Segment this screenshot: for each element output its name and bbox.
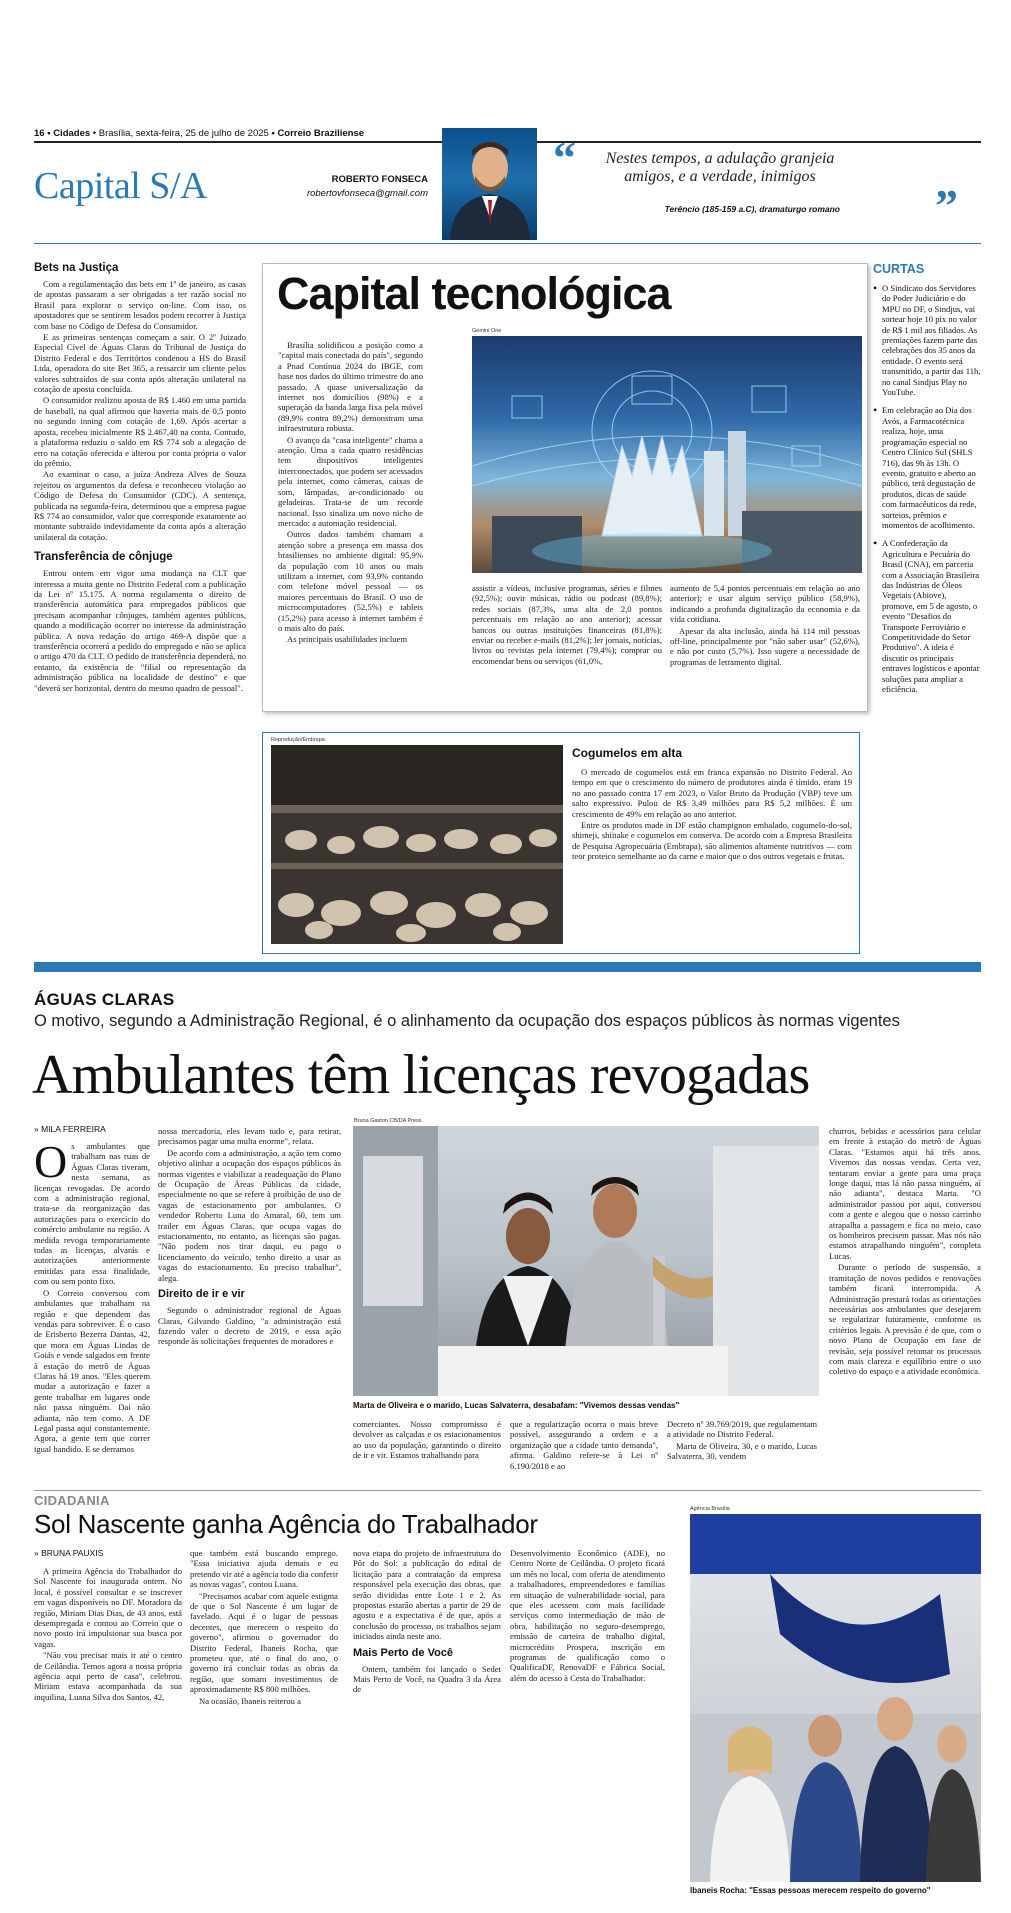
newspaper-name: • Correio Braziliense [271, 128, 365, 139]
cidadania-rule [34, 1490, 981, 1491]
sol-col-2 [190, 1548, 338, 1707]
ambulantes-col-5 [667, 1419, 817, 1463]
sol-paragraph: A primeira Agência do Trabalhador do Sol Nascente foi inaugurada ontem. No local, é possível consultar e se inscrever em vagas disponíveis no DF. Moradora da região, Miriam Dias Dias, de 43 anos, está desempregada e contou ao Correio que o novo posto irá impulsionar sua busca por vagas. [34, 1566, 182, 1649]
cogumelos-paragraph: Entre os produtos made in DF estão champignon embalado, cogumelo-do-sol, shimeji, shiitake e cogumelos em conserva. De acordo com a Empresa Brasileira de Pesquisa Agropecuária (Embrapa), são alimentos altamente nutritivos — com teor proteico semelhante ao da carne e maior que o dos outros vegetais e frutas. [572, 820, 852, 862]
ambulantes-col-2 [158, 1126, 341, 1348]
ambulantes-col-6 [829, 1126, 981, 1378]
section-divider-bar [34, 962, 981, 972]
bets-paragraph: Com a regulamentação das bets em 1º de janeiro, as casas de apostas passaram a ser obrigadas a ter razão social no Brasil para explorar o serviço on-line. Com isso, os apostadores que se sentirem lesados podem recorrer à Justiça com base no Código de Defesa do Consumidor. [34, 279, 246, 331]
ambulantes-paragraph: Marta de Oliveira, 30, e o marido, Lucas Salvaterra, 30, vendem [667, 1440, 817, 1462]
folio [34, 128, 364, 139]
quote-open-icon: “ [553, 132, 576, 183]
tech-col-2 [472, 583, 662, 667]
bets-paragraph: E as primeiras sentenças começam a sair. O 2º Juizado Especial Cível de Águas Claras do Tribunal de Justiça do Distrito Federal e dos Territórios condenou a HS do Brasil Ltda, operadora do site Bet 365, a ressarcir um cliente pelos valores subtraídos de sua conta após alteração unilateral na cotação de aposta concluída. [34, 332, 246, 395]
ambulantes-byline: » MILA FERREIRA [34, 1124, 106, 1134]
cogumelos-photo [271, 745, 563, 944]
ambulantes-paragraph: s ambulantes que trabalham nas ruas de Águas Claras tiveram, nesta semana, as licenças revogadas. De acordo com a administração regional, trata-se da reorganização das autorizações para o exercício do comércio ambulante na região. A medida revoga temporariamente todas as licenças, alvarás e autorizações anteriormente emitidas para essa finalidade, com ou sem ponto fixo. [34, 1141, 150, 1287]
cogumelos-photo-credit: Reprodução/Embrapa [271, 737, 325, 743]
bets-paragraph: O consumidor realizou aposta de R$ 1.460 em uma partida de baseball, na qual afirmou que haveria mais de 0,5 ponto no segundo inning com cotação de 1,69. Após acertar a aposta, recebeu inicialmente R$ 2.467,40 na conta. Contudo, a plataforma reduziu o saldo em R$ 774 sob a alegação de erro na cotação oferecida e alterou por conta própria o valor do prêmio. [34, 395, 246, 468]
section-name: • Cidades [47, 128, 91, 139]
curtas-list [873, 283, 981, 702]
ambulantes-deck: O motivo, segundo a Administração Regional, é o alinhamento da ocupação dos espaços públicos às normas vigentes [34, 1012, 900, 1030]
header-band-line [34, 243, 981, 244]
sol-photo [690, 1514, 981, 1882]
ambulantes-subhead: Direito de ir e vir [158, 1288, 245, 1301]
ambulantes-kicker: ÁGUAS CLARAS [34, 990, 175, 1009]
tech-paragraph: Outros dados também chamam a atenção sobre a presença em massa dos brasilienses no ambiente digital: 95,9% da população com 10 anos ou mais utilizam a internet, com 93,9% contando com telefone móvel pessoal — os maiores percentuais do Brasil. O uso de microcomputadores (52,5%) e tablets (15,2%) para acesso à internet também é o mais alto do país. [278, 529, 423, 633]
tech-paragraph: aumento de 5,4 pontos percentuais em relação ao ano anterior); e usar algum serviço público (58,9%), indicando a profunda digitalização da economia e da vida cotidiana. [670, 583, 860, 625]
sol-photo-caption: Ibaneis Rocha: "Essas pessoas merecem respeito do governo" [690, 1886, 931, 1895]
ambulantes-paragraph: nossa mercadoria, eles levam tudo e, para retirar, precisamos pagar uma multa enorme", relata. [158, 1126, 341, 1147]
sol-paragraph: Desenvolvimento Econômico (ADE), no Centro Norte de Ceilândia. O projeto ficará um mês no local, com oferta de atendimento a trabalhadores, empreendedores e famílias em situação de vulnerabilidade social, para que eles acessem com mais facilidade serviços como intermediação de mão de obra, habilitação no seguro-desemprego, emissão de carteira de trabalho digital, microcrédito Prospera, inscrição em programas de qualificação como o QualificaDF, RenovaDF e Fábrica Social, além do acesso à Cesta do Trabalhador. [510, 1548, 665, 1683]
sol-kicker: CIDADANIA [34, 1493, 110, 1508]
conjuge-paragraph: Entrou ontem em vigor uma mudança na CLT que interessa a muita gente no Distrito Federal com a publicação da Lei nº 15.175. A norma regulamenta o direito de transferência automática para empregados públicos que precisam acompanhar cônjuges, também agentes públicos, quando a modificação ocorrer no interesse da administração pública. A nova redação do artigo 469-A dispõe que a transferência ocorrerá a pedido do empregado e não se aplica o artigo 470 da CLT. O pedido de transferência dependerá, no entanto, da existência de "filial ou representação da administração pública na localidade de destino" e que "deverá ser horizontal, dentro do mesmo quadro de pessoal". [34, 568, 246, 693]
tech-paragraph: assistir a vídeos, inclusive programas, séries e filmes (92,5%); ouvir músicas, rádio ou podcast (89,8%); redes sociais (87,3%, uma alta de 2,0 pontos percentuais em relação ao ano anterior); acessar bancos ou outras instituições financeiras (81,8%); enviar ou receber e-mails (81,2%); ler jornais, notícias, livros ou revistas pela internet (79,4%); comprar ou encomendar bens ou serviços (61,0%, [472, 583, 662, 666]
tech-col-3 [670, 583, 860, 668]
ambulantes-photo-caption: Marta de Oliveira e o marido, Lucas Salvaterra, desabafam: "Vivemos dessas vendas" [353, 1401, 680, 1410]
bets-column [34, 262, 246, 694]
ambulantes-paragraph: Durante o período de suspensão, a tramitação de novos pedidos e renovações também ficará interrompida. A Administração prestará todas as orientações necessárias aos ambulantes que desejarem se regularizar futuramente, conforme os critérios legais. A previsão é de que, com o novo Plano de Ocupação em fase de revisão, seja possível retomar os processos com mais clareza e equilíbrio entre o uso coletivo do espaço e a atividade econômica. [829, 1262, 981, 1377]
conjuge-title: Transferência de cônjuge [34, 551, 173, 564]
author-name: ROBERTO FONSECA [331, 174, 428, 185]
ambulantes-paragraph: Segundo o administrador regional de Águas Claras, Gilvando Galdino, "a administração está fazendo valer o decreto de 2019, e essa ação responde às solicitações frequentes de moradores e [158, 1305, 341, 1347]
sol-col-4 [510, 1548, 665, 1684]
sol-paragraph: Ontem, também foi lançado o Sedet Mais Perto de Você, na Quadra 3 da Área de [353, 1663, 501, 1695]
issue-date: • Brasília, sexta-feira, 25 de julho de 2025 [92, 128, 269, 139]
sol-paragraph: nova etapa do projeto de infraestrutura do Pôr do Sol: a publicação do edital de licitação para a contratação da empresa responsável pela execução das obras, que serão divididas entre Lote 1 e 2. As propostas estarão abertas a partir de 29 de agosto e a expectativa é de que, após a conclusão do processo, os trabalhos sejam iniciados ainda neste ano. [353, 1548, 501, 1642]
ambulantes-col-1 [34, 1136, 150, 1455]
tech-photo [472, 336, 862, 573]
ambulantes-col-4 [510, 1419, 658, 1472]
quote-text: Nestes tempos, a adulação granjeia amigos, e a verdade, inimigos [605, 150, 835, 185]
quote-author: Terêncio (185-159 a.C), dramaturgo romano [664, 204, 840, 214]
author-email: robertovfonseca@gmail.com [306, 188, 428, 199]
sol-paragraph: "Precisamos acabar com aquele estigma de que o Sol Nascente é um lugar de favelado. Aqui é o lugar de pessoas decentes, que merecem o respeito do governo", afirmou o governador do Distrito Federal, Ibaneis Rocha, que prometeu que, até o final do ano, o governo irá concluir todas as obras da região, que somam investimentos de aproximadamente R$ 800 milhões. [190, 1590, 338, 1695]
sol-byline: » BRUNA PAUXIS [34, 1548, 104, 1558]
sol-paragraph: Na ocasião, Ibaneis reiterou a [199, 1695, 301, 1706]
curta-item: • A Confederação da Agricultura e Pecuária do Brasil (CNA), em parceria com a Associação Brasileira das Indústrias de Óleos Vegetais (Abiove), promove, em 5 de agosto, o evento "Desafios do Transporte Ferroviário e Competitividade do Setor Produtivo". A ideia é discutir os principais entraves logísticos e apontar soluções para ampliar a eficiência. [873, 538, 981, 694]
ambulantes-col-3 [353, 1419, 501, 1462]
ambulantes-paragraph: De acordo com a administração, a ação tem como objetivo alinhar a ocupação dos espaços públicos às normas vigentes e viabilizar a readequação do Plano de Ocupação de Áreas Públicas da cidade, especialmente no que se refere à proibição de uso de vagas de estacionamento por ambulantes. O vendedor Roberto Luna do Amaral, 60, tem um trailer em Águas Claras, que ocupa vagas do estacionamento, no entanto, as licenças são pagas. "Não podem nos tirar daqui, eu pago o licenciamento do veículo, tenho direito a usar as vagas do estacionamento. Eu preciso trabalhar", alega. [158, 1147, 341, 1283]
ambulantes-paragraph: O Correio conversou com ambulantes que trabalham na região e que dependem das vendas para sobreviver. É o caso de Erisberto Bezerra Dantas, 42, que mora em Águas Lindas de Goiás e vende salgados em frente à estação do metrô de Águas Claras há 19 anos. "Eles querem mudar a autorização e fazer a gente trabalhar em lugares onde não passa ninguém. Daí não adianta, não tem como. A DF Legal passa aqui constantemente. Agora, a gente tem que correr igual bandido. E se derramos [34, 1287, 150, 1454]
sol-paragraph: "Não vou precisar mais ir até o centro de Ceilândia. Temos agora a nossa própria agência aqui perto de casa", celebrou. Miriam estava acompanhada da sua inquilina, Luana Silva dos Santos, 42, [34, 1650, 182, 1702]
tech-paragraph: Brasília solidificou a posição como a "capital mais conectada do país", segundo a Pnad Contínua 2024 do IBGE, com base nos dados do último trimestre do ano passado. A quase universalização da internet nos domicílios (98%) e a superação da banda larga fixa pela móvel (89,9% contra 89,2%) demonstram uma infraestrutura robusta. [278, 340, 423, 434]
tech-paragraph: O avanço da "casa inteligente" chama a atenção. Uma a cada quatro residências tem dispositivos inteligentes interconectados, que podem ser acessados pela internet, como câmeras, caixas de som, lâmpadas, ar-condicionado ou geladeiras. Trata-se de um recorde nacional. Isso sinaliza um novo nicho de mercado: a automação residencial. [278, 434, 423, 528]
tech-col-1 [278, 340, 423, 646]
tech-paragraph: As principais usabilidades incluem [287, 634, 408, 645]
tech-paragraph: Apesar da alta inclusão, ainda há 114 mil pessoas off-line, principalmente por "não saber usar" (52,6%), e não por custo (5,7%). Isso sugere a necessidade de programas de letramento digital. [670, 625, 860, 667]
tech-title: Capital tecnológica [277, 268, 671, 319]
sol-subhead: Mais Perto de Você [353, 1646, 454, 1659]
cogumelos-title: Cogumelos em alta [572, 746, 683, 760]
sol-headline: Sol Nascente ganha Agência do Trabalhador [34, 1509, 538, 1539]
author-photo [442, 128, 537, 240]
page-number: 16 [34, 128, 45, 139]
tech-photo-credit: Gemini One [472, 328, 502, 334]
cogumelos-text [572, 767, 852, 863]
curtas-title: CURTAS [873, 262, 925, 276]
ambulantes-paragraph: que a regularização ocorra o mais breve possível, assegurando a ordem e a organização que a cidade tanto demanda", afirma. Galdino refere-se à Lei nº 6.190/2018 e ao [510, 1419, 658, 1471]
quote-close-icon: ” [935, 180, 958, 231]
ambulantes-photo [353, 1126, 819, 1396]
cogumelos-paragraph: O mercado de cogumelos está em franca expansão no Distrito Federal. Ao tempo em que o crescimento do número de produtores ainda é tímido, eram 19 no ano passado contra 17 em 2023, o Valor Bruto da Produção (VBP) teve um salto expressivo. Pulou de R$ 3,49 milhões para R$ 5,2 milhões. É um crescimento de 49% em relação ao ano anterior. [572, 767, 852, 819]
bets-paragraph: Ao examinar o caso, a juíza Andreza Alves de Souza rejeitou os argumentos da defesa e reconheceu violação ao Código de Defesa do Consumidor (CDC). A sentença, publicada na segunda-feira, determinou que a empresa pague R$ 774 ao consumidor, valor que corresponde exatamente ao montante subtraído indevidamente da conta após a alteração unilateral da cotação. [34, 469, 246, 542]
ambulantes-headline: Ambulantes têm licenças revogadas [32, 1044, 810, 1106]
sol-col-3 [353, 1548, 501, 1696]
ambulantes-photo-credit: Bruna Gaston CB/DA Press [354, 1118, 422, 1124]
column-title: Capital S/A [34, 165, 207, 207]
ambulantes-paragraph: Decreto nº 39.769/2019, que regulamentam a atividade no Distrito Federal. [667, 1419, 817, 1440]
dropcap: O [34, 1136, 68, 1187]
curta-item: • O Sindicato dos Servidores do Poder Judiciário e do MPU no DF, o Sindjus, vai sortear hoje 10 pix no valor de R$ 1 mil aos filiados. As premiações fazem parte das celebrações dos 35 anos da entidade. O evento será transmitido, a partir das 11h, no canal Sindjus Play no YouTube. [873, 283, 981, 397]
sol-paragraph: que também está buscando emprego. "Essa iniciativa ajuda demais e eu pretendo vir até a agência todo dia conferir as novas vagas", contou Luana. [190, 1548, 338, 1590]
sol-photo-credit: Agência Brasília [690, 1506, 730, 1512]
ambulantes-paragraph: churros, bebidas e acessórios para celular em frente à estação do metrô de Águas Claras. "Estamos aqui há três anos. Vivemos das nossas vendas. Certa vez, tentaram enviar a gente para uma praça longe daqui, mas lá não passa ninguém, aí não adianta", destaca Marta. "O administrador passou por aqui, conversou com a gente e alegou que o nosso carrinho atrapalha a passagem e fica no meio, caso os bombeiros precisem passar. Mas nós não estamos atrapalhando ninguém", completa Lucas. [829, 1126, 981, 1261]
curta-item: • Em celebração ao Dia dos Avós, a Farmacotécnica realiza, hoje, uma programação especial no Centro Clínico Sul (SHLS 716), das 9h às 13h. O evento, gratuito e aberto ao público, terá degustação de produtos, dicas de saúde com farmacêuticos da rede, sorteios, prêmios e momentos de acolhimento. [873, 405, 981, 530]
bets-title: Bets na Justiça [34, 262, 119, 274]
ambulantes-paragraph: comerciantes. Nosso compromisso é devolver as calçadas e os estacionamentos ao uso da população, garantindo o direito de ir e vir. Estamos trabalhando para [353, 1419, 501, 1461]
sol-col-1 [34, 1566, 182, 1703]
